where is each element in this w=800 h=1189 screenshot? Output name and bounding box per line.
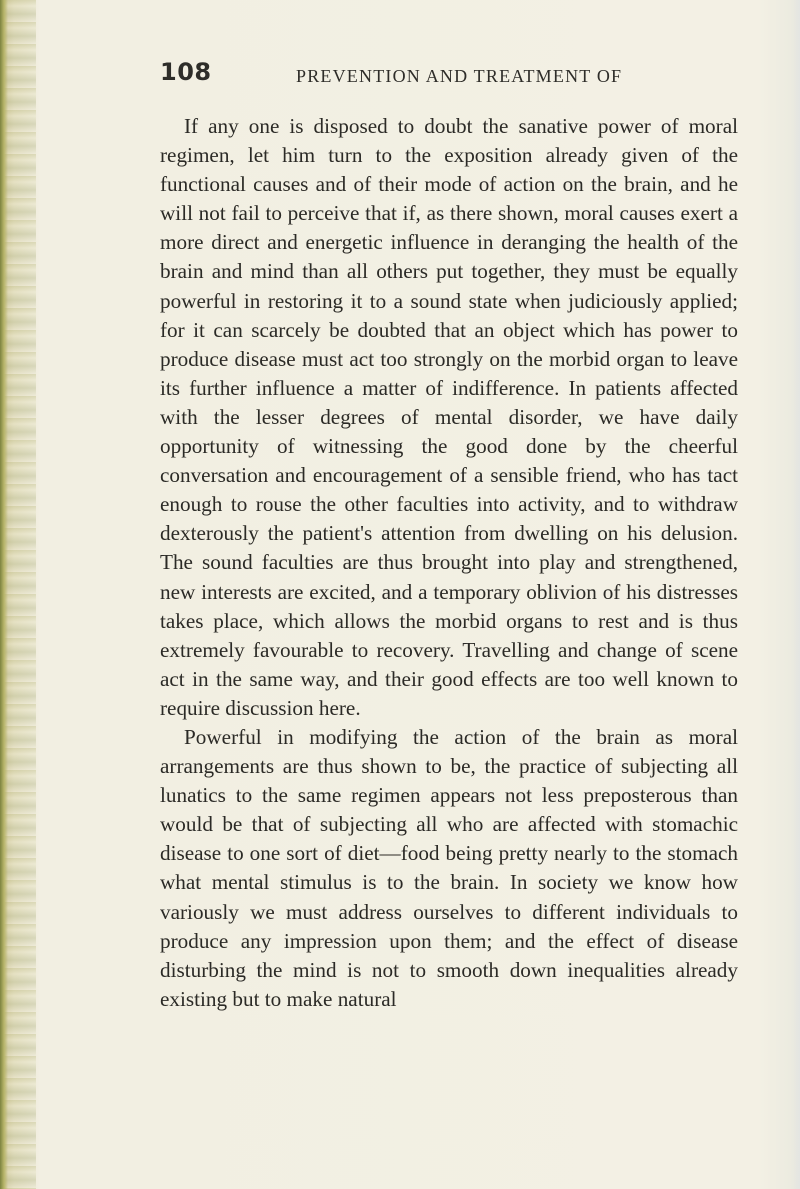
page-number: 108 (160, 58, 212, 86)
page-header (160, 58, 760, 98)
paragraph-2: Powerful in modifying the action of the brain as moral arrangements are thus shown to be, the practice of subjecting all lunatics to the same regimen appears not less preposterous than would be that of subjecting all who are affected with stomachic disease to one sort of diet—food being pretty nearly to the stomach what mental stimulus is to the brain. In society we know how variously we must address ourselves to different individuals to produce any impression upon them; and the effect of disease disturbing the mind is not to smooth down inequalities already existing but to make natural (160, 724, 738, 1011)
body-text (160, 112, 738, 1014)
binding-edge (0, 0, 8, 1189)
running-head: PREVENTION AND TREATMENT OF (296, 66, 623, 86)
paragraph-1: If any one is disposed to doubt the sanative power of moral regimen, let him turn to the exposition already given of the functional causes and of their mode of action on the brain, and he will not fail to perceive that if, as there shown, moral causes exert a more direct and energetic influence in deranging the health of the brain and mind than all others put together, they must be equally powerful in restoring it to a sound state when judiciously applied; for it can scarcely be doubted that an object which has power to produce disease must act too strongly on the morbid organ to leave its further influence a matter of indifference. In patients affected with the lesser degrees of mental disorder, we have daily opportunity of witnessing the good done by the cheerful conversation and encouragement of a sensible friend, who has tact enough to rouse the other faculties into activity, and to withdraw dexterously the patient's attention from dwelling on his delusion. The sound faculties are thus brought into play and strengthened, new interests are excited, and a temporary oblivion of his distresses takes place, which allows the morbid organs to rest and is thus extremely favourable to recovery. Travelling and change of scene act in the same way, and their good effects are too well known to require discussion here. (160, 114, 738, 720)
page-right-edge (794, 0, 800, 1189)
